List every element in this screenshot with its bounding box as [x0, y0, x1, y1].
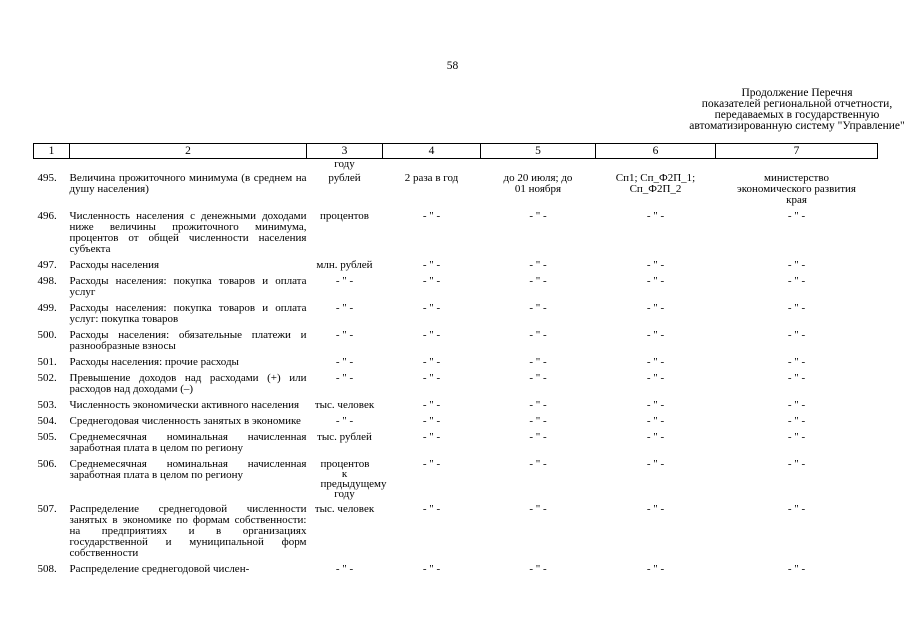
unit: - " -	[335, 275, 354, 287]
table-row	[34, 413, 878, 429]
row-number: 496.	[37, 210, 57, 222]
responsible-body: - " -	[787, 458, 806, 470]
indicator-name: Превышение доходов над расходами (+) или расходов над доходами (–)	[69, 372, 307, 395]
report-form: - " -	[646, 503, 665, 515]
column-number: 2	[70, 144, 307, 159]
column-number: 3	[307, 144, 383, 159]
row-number: 495.	[37, 172, 57, 184]
row-number: 504.	[37, 415, 57, 427]
indicator-name: Расходы населения	[69, 259, 160, 271]
unit: - " -	[335, 356, 354, 368]
responsible-body: - " -	[787, 372, 806, 384]
row-number: 507.	[37, 503, 57, 515]
page-number: 58	[446, 60, 459, 72]
table-row	[34, 300, 878, 327]
periodicity: - " -	[422, 458, 441, 470]
unit: тыс. человек	[314, 399, 375, 411]
table-row	[34, 257, 878, 273]
periodicity: - " -	[422, 302, 441, 314]
responsible-body: - " -	[787, 259, 806, 271]
responsible-body: министерство экономического развития края	[737, 172, 856, 206]
unit: - " -	[335, 329, 354, 341]
deadline: - " -	[529, 302, 547, 314]
empty-cell	[34, 159, 70, 171]
unit: процентов к предыдущему году	[320, 458, 387, 500]
row-number: 503.	[37, 399, 57, 411]
periodicity: - " -	[422, 356, 441, 368]
unit: - " -	[335, 563, 354, 575]
row-number: 498.	[37, 275, 57, 287]
row-number: 502.	[37, 372, 57, 384]
periodicity: 2 раза в год	[404, 172, 459, 184]
table-row	[34, 429, 878, 456]
responsible-body: - " -	[787, 399, 806, 411]
continuation-line: Продолжение Перечня	[741, 87, 853, 99]
empty-cell	[481, 159, 596, 171]
deadline: до 20 июля; до 01 ноября	[503, 172, 573, 195]
report-form: - " -	[646, 302, 665, 314]
table-row	[34, 327, 878, 354]
report-form: - " -	[646, 431, 665, 443]
unit: - " -	[335, 302, 354, 314]
row-number: 505.	[37, 431, 57, 443]
periodicity: - " -	[422, 372, 441, 384]
indicator-name: Среднегодовая численность занятых в экономике	[69, 415, 301, 427]
responsible-body: - " -	[787, 329, 806, 341]
report-form: - " -	[646, 458, 665, 470]
report-form: - " -	[646, 210, 665, 222]
indicator-name: Расходы населения: покупка товаров и оплата услуг	[69, 275, 307, 298]
indicator-name: Расходы населения: покупка товаров и оплата услуг: покупка товаров	[69, 302, 307, 325]
report-form: - " -	[646, 563, 665, 575]
deadline: - " -	[529, 372, 547, 384]
table-row	[34, 501, 878, 561]
report-form: - " -	[646, 356, 665, 368]
carry-over-row	[34, 159, 878, 171]
indicator-name: Среднемесячная номинальная начисленная заработная плата в целом по региону	[69, 458, 307, 481]
responsible-body: - " -	[787, 302, 806, 314]
responsible-body: - " -	[787, 431, 806, 443]
table-row	[34, 273, 878, 300]
carry-over-unit: году	[334, 158, 355, 170]
column-number: 6	[596, 144, 716, 159]
deadline: - " -	[529, 458, 547, 470]
indicator-name: Распределение среднегодовой числен-	[69, 563, 250, 575]
deadline: - " -	[529, 329, 547, 341]
table-row	[34, 456, 878, 501]
responsible-body: - " -	[787, 503, 806, 515]
deadline: - " -	[529, 503, 547, 515]
continuation-heading	[595, 88, 905, 132]
deadline: - " -	[529, 399, 547, 411]
row-number: 499.	[37, 302, 57, 314]
report-form: Сп1; Сп_Ф2П_1; Сп_Ф2П_2	[615, 172, 696, 195]
responsible-body: - " -	[787, 275, 806, 287]
periodicity: - " -	[422, 259, 441, 271]
empty-cell	[596, 159, 716, 171]
periodicity: - " -	[422, 563, 441, 575]
responsible-body: - " -	[787, 356, 806, 368]
column-number: 7	[716, 144, 878, 159]
deadline: - " -	[529, 563, 547, 575]
report-form: - " -	[646, 372, 665, 384]
indicator-name: Численность экономически активного населения	[69, 399, 300, 411]
unit: - " -	[335, 372, 354, 384]
empty-cell	[383, 159, 481, 171]
indicator-name: Расходы населения: обязательные платежи и разнообразные взносы	[69, 329, 307, 352]
continuation-line: показателей региональной отчетности,	[701, 98, 893, 110]
deadline: - " -	[529, 356, 547, 368]
report-form: - " -	[646, 275, 665, 287]
indicator-name: Распределение среднегодовой численности занятых в экономике по формам собственности: на предприятиях и в организациях государственной и муниципальной форм собственности	[69, 503, 307, 559]
deadline: - " -	[529, 275, 547, 287]
periodicity: - " -	[422, 275, 441, 287]
responsible-body: - " -	[787, 563, 806, 575]
periodicity: - " -	[422, 415, 441, 427]
unit: млн. рублей	[316, 259, 373, 271]
table-row	[34, 354, 878, 370]
table-row	[34, 397, 878, 413]
column-number: 4	[383, 144, 481, 159]
responsible-body: - " -	[787, 210, 806, 222]
report-form: - " -	[646, 259, 665, 271]
row-number: 506.	[37, 458, 57, 470]
periodicity: - " -	[422, 431, 441, 443]
indicator-name: Величина прожиточного минимума (в среднем на душу населения)	[69, 172, 307, 195]
report-form: - " -	[646, 329, 665, 341]
table-row	[34, 170, 878, 208]
table-row	[34, 208, 878, 257]
report-form: - " -	[646, 399, 665, 411]
deadline: - " -	[529, 259, 547, 271]
indicator-name: Расходы населения: прочие расходы	[69, 356, 239, 368]
unit: рублей	[328, 172, 361, 184]
empty-cell	[716, 159, 878, 171]
continuation-line: передаваемых в государственную	[714, 109, 880, 121]
indicator-name: Среднемесячная номинальная начисленная заработная плата в целом по региону	[69, 431, 307, 454]
periodicity: - " -	[422, 210, 441, 222]
row-number: 497.	[37, 259, 57, 271]
deadline: - " -	[529, 210, 547, 222]
unit: тыс. человек	[314, 503, 375, 515]
empty-cell	[70, 159, 307, 171]
unit: - " -	[335, 415, 354, 427]
responsible-body: - " -	[787, 415, 806, 427]
unit: процентов	[320, 210, 369, 222]
column-number: 1	[34, 144, 70, 159]
unit: тыс. рублей	[317, 431, 372, 443]
continuation-line: автоматизированную систему "Управление"	[689, 120, 905, 132]
indicator-name: Численность населения с денежными доходами ниже величины прожиточного минимума, процентов от общей численности населения субъекта	[69, 210, 307, 255]
table-row	[34, 370, 878, 397]
deadline: - " -	[529, 415, 547, 427]
periodicity: - " -	[422, 329, 441, 341]
deadline: - " -	[529, 431, 547, 443]
row-number: 508.	[37, 563, 57, 575]
periodicity: - " -	[422, 399, 441, 411]
indicators-table	[33, 143, 878, 577]
row-number: 500.	[37, 329, 57, 341]
column-number-row	[34, 144, 878, 159]
report-form: - " -	[646, 415, 665, 427]
column-number: 5	[481, 144, 596, 159]
table-row	[34, 561, 878, 577]
row-number: 501.	[37, 356, 57, 368]
periodicity: - " -	[422, 503, 441, 515]
